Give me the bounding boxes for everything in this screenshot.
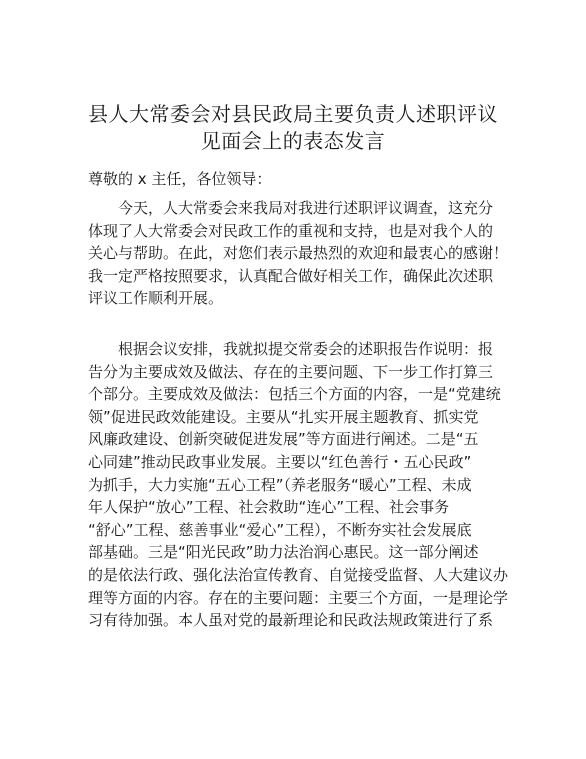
document-title-line-2: 见面会上的表态发言 [200,129,386,153]
paragraph-2-line: 部基础。三是“阳光民政”助力法治润心惠民。这一部分阐述 [88,543,479,562]
paragraph-2-line: 的是依法行政、强化法治宣传教育、自觉接受监督、人大建议办 [88,565,509,584]
paragraph-2 [88,338,509,632]
paragraph-2-line: 风廉政建设、创新突破促进发展”等方面进行阐述。二是“五 [88,430,479,449]
paragraph-1-line: 我一定严格按照要求，认真配合做好相关工作，确保此次述职 [88,266,494,285]
paragraph-1-line: 评议工作顺利开展。 [88,289,224,308]
paragraph-2-line: 年人保护“放心”工程、社会救助“连心”工程、社会事务 [88,498,450,517]
paragraph-2-line: 为抓手，大力实施“五心工程”（养老服务“暖心”工程、未成 [88,475,472,494]
paragraph-1 [88,197,509,310]
paragraph-2-line: “舒心”工程、慈善事业“爱心”工程），不断夯实社会发展底 [88,520,472,539]
paragraph-1-line: 今天，人大常委会来我局对我进行述职评议调查，这充分 [118,199,494,217]
paragraph-2-line: 领”促进民政效能建设。主要从“扎实开展主题教育、抓实党 [88,407,479,426]
paragraph-2-line: 告分为主要成效及做法、存在的主要问题、下一步工作打算三 [88,362,494,381]
document-title-line-1: 县人大常委会对县民政局主要负责人述职评议 [88,102,498,126]
paragraph-2-line: 心同建”推动民政事业发展。主要以“红色善行・五心民政” [88,452,472,471]
paragraph-2-line: 理等方面的内容。存在的主要问题：主要三个方面，一是理论学 [88,588,509,607]
paragraph-1-line: 体现了人大常委会对民政工作的重视和支持，也是对我个人的 [88,221,494,240]
paragraph-1-line: 关心与帮助。在此，对您们表示最热烈的欢迎和最衷心的感谢！ [88,244,509,263]
paragraph-2-line: 根据会议安排，我就拟提交常委会的述职报告作说明：报 [118,340,494,358]
greeting: 尊敬的 x 主任，各位领导： [88,170,272,188]
paragraph-2-line: 习有待加强。本人虽对党的最新理论和民政法规政策进行了系 [88,611,494,630]
paragraph-2-line: 个部分。主要成效及做法：包括三个方面的内容，一是“党建统 [88,385,501,404]
